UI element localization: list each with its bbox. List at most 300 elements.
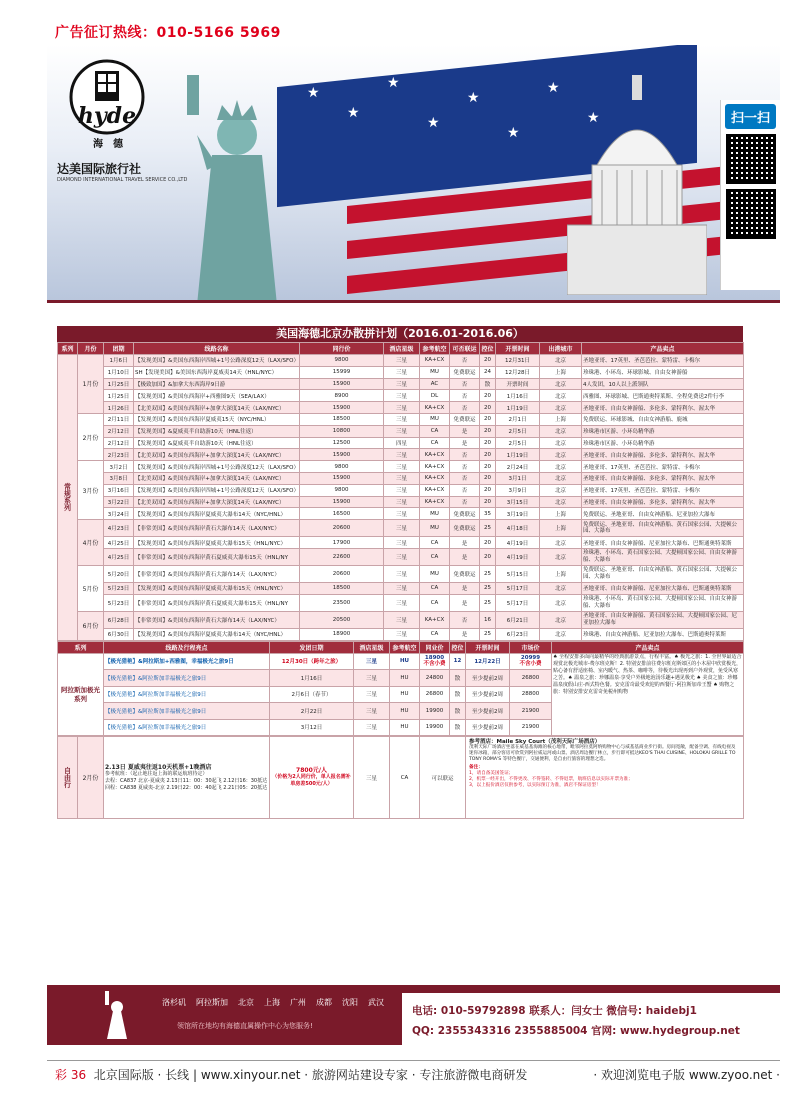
month-cell: 3月份 — [78, 461, 104, 520]
table-row[interactable] — [58, 520, 744, 537]
svg-text:海: 海 — [93, 139, 103, 150]
contact-qq-web[interactable]: QQ: 2355343316 2355885004 官网: www.hydegroup.net — [412, 1025, 740, 1037]
table-row[interactable] — [58, 508, 744, 520]
table-row[interactable] — [58, 461, 744, 473]
month-cell: 4月份 — [78, 520, 104, 566]
date-cell: 1月16日 — [270, 670, 354, 687]
hotel-cell: 三星 — [384, 449, 420, 461]
seats-cell: 20 — [480, 413, 496, 425]
capitol-icon — [567, 75, 707, 295]
combine-cell: 是 — [450, 548, 480, 565]
column-header: 酒店星级 — [384, 343, 420, 355]
price-cell: 15900 — [300, 378, 384, 390]
footer-slogan: 领馆所在地均有海德直属操作中心为您服务! — [177, 1022, 313, 1030]
route-name[interactable]: 【发现美国】&美国东西海岸夏威夷15天（NYC/HNL） — [134, 413, 300, 425]
ticket-date-cell: 4月19日 — [496, 548, 540, 565]
date-cell: 3月22日 — [104, 496, 134, 508]
free-route[interactable]: 2.13日 夏威夷往返10天机票+1晚酒店 参考航班：（起止地往返上海的联运航班待定） 去程：CA837 北京-夏威夷 2.13日11：00：30起飞 2.12日16：30抵达 回程：CA838 夏威夷-北京 2.19日22：00：40起飞 2.21日05：20抵达 — [104, 737, 270, 819]
combine-cell: 否 — [450, 449, 480, 461]
date-cell: 2月6日（春节） — [270, 686, 354, 703]
column-header: 月份 — [78, 343, 104, 355]
date-cell: 2月22日 — [270, 703, 354, 720]
column-header: 线路名称 — [134, 343, 300, 355]
table-row[interactable] — [58, 565, 744, 582]
table-row[interactable] — [58, 402, 744, 414]
combine-cell: 否 — [450, 378, 480, 390]
ticket-date-cell: 至少提前2周 — [466, 719, 510, 736]
combine-cell: 是 — [450, 425, 480, 437]
departure-city-cell: 北京 — [540, 355, 582, 367]
city-item: 阿拉斯加 — [196, 998, 228, 1007]
airline-cell: HU — [390, 686, 420, 703]
table-row[interactable] — [58, 537, 744, 549]
combine-cell: 免费联运 — [450, 413, 480, 425]
market-price-cell: 20999 不含小费 — [510, 653, 552, 670]
market-price-cell: 21900 — [510, 719, 552, 736]
airline-cell: KA+CX — [420, 611, 450, 628]
table-row[interactable] — [58, 653, 744, 670]
price-cell: 9800 — [300, 461, 384, 473]
route-name[interactable]: 【发现美国】&美国东西海岸+西雅图9天（SEA/LAX） — [134, 390, 300, 402]
combine-cell: 免费联运 — [450, 565, 480, 582]
ticket-date-cell: 3月9日 — [496, 484, 540, 496]
series-label: 阿拉斯加极光系列 — [58, 653, 104, 736]
ticket-date-cell: 5月15日 — [496, 565, 540, 582]
hotel-cell: 三星 — [384, 508, 420, 520]
hyde-logo — [67, 57, 147, 157]
column-header: 参考航空 — [420, 343, 450, 355]
date-cell: 2月12日 — [104, 437, 134, 449]
date-cell: 1月6日 — [104, 355, 134, 367]
table-row[interactable] — [58, 413, 744, 425]
combine-cell: 免费联运 — [450, 508, 480, 520]
departure-city-cell: 北京 — [540, 484, 582, 496]
qr-code-icon[interactable] — [726, 134, 776, 184]
price-cell: 15900 — [300, 449, 384, 461]
seats-cell: 25 — [480, 594, 496, 611]
airline-cell: MU — [420, 366, 450, 378]
departure-city-cell: 北京 — [540, 594, 582, 611]
hotel-cell: 三星 — [384, 378, 420, 390]
price-cell: 18500 — [300, 413, 384, 425]
ticket-date-cell: 至少提前2周 — [466, 703, 510, 720]
airline-cell: KA+CX — [420, 472, 450, 484]
column-header: 出港城市 — [540, 343, 582, 355]
selling-points: 圣地亚哥、自由女神游船、黄石国家公园、大提顿国家公园、尼亚加拉大瀑布 — [582, 611, 744, 628]
selling-points: 珍珠港、小环岛、环球影城、自由女神游船 — [582, 366, 744, 378]
selling-points: 免费联运、环球影城、自由女神游船、鹿城 — [582, 413, 744, 425]
month-cell: 2月份 — [78, 737, 104, 819]
date-cell: 5月20日 — [104, 565, 134, 582]
departure-city-cell: 上海 — [540, 508, 582, 520]
ticket-date-cell: 6月23日 — [496, 628, 540, 640]
route-name[interactable]: 【发现美国】&美国东西海岸四城+1号公路深度12天（LAX/SFO） — [134, 484, 300, 496]
table-row[interactable] — [58, 594, 744, 611]
ticket-date-cell: 3月15日 — [496, 496, 540, 508]
contact-box — [402, 993, 780, 1045]
table-row[interactable] — [58, 449, 744, 461]
ticket-date-cell: 3月19日 — [496, 508, 540, 520]
column-header: 参考航空 — [390, 641, 420, 653]
seats-cell: 20 — [480, 484, 496, 496]
seats-cell: 25 — [480, 628, 496, 640]
city-item: 武汉 — [368, 998, 384, 1007]
market-price-cell: 21900 — [510, 703, 552, 720]
route-name[interactable]: 【发现美国】&美国东西海岸夏威夷大瀑布14天（NYC/HNL） — [134, 508, 300, 520]
ticket-date-cell: 4月19日 — [496, 537, 540, 549]
hotel-cell: 三星 — [384, 611, 420, 628]
table-row[interactable] — [58, 582, 744, 594]
market-price-cell: 28800 — [510, 686, 552, 703]
route-name[interactable]: 【非常美国】&美国东西海岸黄石大瀑布14天（LAX/NYC） — [134, 611, 300, 628]
price-cell: 19900 — [420, 703, 450, 720]
seats-cell: 散 — [480, 378, 496, 390]
date-cell: 1月26日 — [104, 402, 134, 414]
date-cell: 4月25日 — [104, 548, 134, 565]
selling-points: 圣地亚哥、17英里、圣芭芭拉、蒙特雷、卡梅尔 — [582, 461, 744, 473]
route-name[interactable]: 【发现美国】&美国东西海岸夏威夷大瀑布15天（HNL/NYC） — [134, 582, 300, 594]
combine-cell: 否 — [450, 472, 480, 484]
airline-cell: CA — [390, 737, 420, 819]
seats-cell: 20 — [480, 537, 496, 549]
date-cell: 2月11日 — [104, 413, 134, 425]
seats-cell: 16 — [480, 611, 496, 628]
city-item: 北京 — [238, 998, 254, 1007]
hotel-cell: 三星 — [384, 484, 420, 496]
route-name[interactable]: SH【发现美国】&美国东西海岸夏威夷14天（HNL/NYC） — [134, 366, 300, 378]
column-header: 酒店星级 — [354, 641, 390, 653]
ticket-date-cell: 12月22日 — [466, 653, 510, 670]
departure-city-cell: 北京 — [540, 461, 582, 473]
airline-cell: KA+CX — [420, 355, 450, 367]
price-cell: 26800 — [420, 686, 450, 703]
date-cell: 12月30日（跨年之旅） — [270, 653, 354, 670]
date-cell: 3月16日 — [104, 484, 134, 496]
combine-cell: 否 — [450, 461, 480, 473]
ad-hotline: 广告征订热线：010-5166 5969 — [55, 25, 281, 41]
seats-cell: 20 — [480, 496, 496, 508]
departure-city-cell: 北京 — [540, 437, 582, 449]
selling-points: 免费联运、圣地亚哥、自由女神游船、黄石国家公园、大提顿公园、大瀑布 — [582, 520, 744, 537]
departure-city-cell: 上海 — [540, 565, 582, 582]
statue-of-liberty-icon — [87, 991, 147, 1039]
seats-cell: 20 — [480, 355, 496, 367]
route-name[interactable]: 【北美双国】&美国东西海岸+加拿大深度14天（LAX/NYC） — [134, 496, 300, 508]
ticket-date-cell: 6月21日 — [496, 611, 540, 628]
selling-points: 珍珠港市区游、小环岛精华游 — [582, 425, 744, 437]
column-header: 产品卖点 — [552, 641, 744, 653]
table-row[interactable] — [58, 390, 744, 402]
selling-points: 免费联运、圣地亚哥、自由女神游船、尼亚加拉大瀑布 — [582, 508, 744, 520]
combine-cell: 否 — [450, 611, 480, 628]
selling-points: 珍珠港、自由女神游船、尼亚加拉大瀑布、巴斯通奥特莱斯 — [582, 628, 744, 640]
column-header: 发团日期 — [270, 641, 354, 653]
combine-cell: 免费联运 — [450, 366, 480, 378]
series-label: 自由行 — [58, 737, 78, 819]
selling-points: 圣地亚哥、自由女神游船、多伦多、蒙特利尔、渥太华 — [582, 402, 744, 414]
selling-points: 圣地亚哥、17英里、圣芭芭拉、蒙特雷、卡梅尔 — [582, 484, 744, 496]
departure-city-cell: 上海 — [540, 366, 582, 378]
selling-points: 圣地亚哥、自由女神游船、尼亚加拉大瀑布、巴斯通奥特莱斯 — [582, 537, 744, 549]
route-name[interactable]: 【极光猎艳】&阿拉斯加+西雅图，幸福极光之旅9日 — [104, 653, 270, 670]
route-name[interactable]: 【非常美国】&美国东西海岸黄石大瀑布14天（LAX/NYC） — [134, 520, 300, 537]
price-cell: 18500 — [300, 582, 384, 594]
route-name[interactable]: 【发现美国】&美国东西海岸四城+1号公路深度12天（LAX/SFO） — [134, 355, 300, 367]
column-header: 线路及行程亮点 — [104, 641, 270, 653]
column-header: 开票时间 — [466, 641, 510, 653]
departure-city-cell: 北京 — [540, 582, 582, 594]
free-description: 参考酒店：Maile Sky Court（茂利天际广场酒店） 茂利天际广场酒店坐落在威基基海滩的核心地带，毗邻阿拉莫阿纳购物中心与威基基商业步行街。房间宽敞，配备空调、有线电视及迷你冰箱，部分客房可欣赏到阿拉威运河或山景。酒店周边餐厅林立，步行即可抵达KEO'S THAI CUISINE、HOLOKAI GRILLE TO TONY ROMA'S 等特色餐厅，交通便利，是自由行旅客的理想之选。 备注： 1，请自备美国签证； 2，机票一经开出，不得更改、不得签转、不得退票，航班信息以实际开票为准； 3，以上报价酒店仅供参考，以实际预订为准，酒店不保证房型！ — [466, 737, 744, 819]
column-header: 市场价 — [510, 641, 552, 653]
hotel-cell: 三星 — [384, 582, 420, 594]
route-name[interactable]: 【非常美国】&美国东西海岸黄石大瀑布14天（LAX/NYC） — [134, 565, 300, 582]
seats-cell: 24 — [480, 366, 496, 378]
route-name[interactable]: 【极光猎艳】&阿拉斯加幸福极光之旅9日 — [104, 703, 270, 720]
hotel-cell: 三星 — [384, 565, 420, 582]
route-name[interactable]: 【非常美国】&美国东西海岸黄石夏威夷大瀑布15天（HNL/NY — [134, 548, 300, 565]
combine-cell: 是 — [450, 628, 480, 640]
ticket-date-cell: 3月1日 — [496, 472, 540, 484]
hotel-cell: 三星 — [384, 355, 420, 367]
hotel-cell: 三星 — [384, 594, 420, 611]
hotel-cell: 三星 — [354, 737, 390, 819]
route-name[interactable]: 【极光猎艳】&阿拉斯加幸福极光之旅9日 — [104, 719, 270, 736]
seats-cell: 25 — [480, 520, 496, 537]
seats-cell: 20 — [480, 437, 496, 449]
departure-city-cell: 上海 — [540, 520, 582, 537]
departure-city-cell: 北京 — [540, 628, 582, 640]
departure-city-cell: 北京 — [540, 425, 582, 437]
seats-cell: 20 — [480, 449, 496, 461]
hotel-cell: 三星 — [354, 686, 390, 703]
selling-points: 珍珠港市区游、小环岛精华游 — [582, 437, 744, 449]
city-item: 广州 — [290, 998, 306, 1007]
combine-cell: 否 — [450, 484, 480, 496]
column-header: 控位 — [450, 641, 466, 653]
airline-cell: CA — [420, 582, 450, 594]
date-cell: 5月23日 — [104, 594, 134, 611]
seats-cell: 25 — [480, 582, 496, 594]
month-cell: 1月份 — [78, 355, 104, 414]
route-name[interactable]: 【发现美国】&美国东西海岸夏威夷大瀑布14天（NYC/HNL） — [134, 628, 300, 640]
seats-cell: 散 — [450, 670, 466, 687]
date-cell: 1月25日 — [104, 390, 134, 402]
date-cell: 3月8日 — [104, 472, 134, 484]
departure-city-cell: 北京 — [540, 496, 582, 508]
airline-cell: KA+CX — [420, 484, 450, 496]
qr-panel — [720, 100, 780, 290]
selling-points: 圣地亚哥、自由女神游船、多伦多、蒙特利尔、渥太华 — [582, 496, 744, 508]
column-header: 同业价 — [420, 641, 450, 653]
ebook-link[interactable]: · 欢迎浏览电子版 www.zyoo.net · — [593, 1068, 780, 1082]
route-name[interactable]: 【极致加国】&加拿大东西海岸9日游 — [134, 378, 300, 390]
price-cell: 20500 — [300, 611, 384, 628]
table-row[interactable] — [58, 355, 744, 367]
departure-city-cell: 北京 — [540, 402, 582, 414]
qr-code-icon[interactable] — [726, 189, 776, 239]
airline-cell: CA — [420, 628, 450, 640]
price-cell: 8900 — [300, 390, 384, 402]
price-cell: 9800 — [300, 484, 384, 496]
departure-city-cell: 北京 — [540, 537, 582, 549]
date-cell: 2月12日 — [104, 425, 134, 437]
airline-cell: CA — [420, 437, 450, 449]
city-item: 沈阳 — [342, 998, 358, 1007]
table-row[interactable] — [58, 437, 744, 449]
seats-cell: 20 — [480, 425, 496, 437]
series-label: 常规系列 — [58, 355, 78, 641]
city-item: 成都 — [316, 998, 332, 1007]
departure-city-cell: 北京 — [540, 449, 582, 461]
seats-cell: 25 — [480, 565, 496, 582]
route-name[interactable]: 【北美双国】&美国东西海岸+加拿大深度14天（LAX/NYC） — [134, 472, 300, 484]
table-row[interactable] — [58, 611, 744, 628]
price-cell: 18900 不含小费 — [420, 653, 450, 670]
combine-cell: 否 — [450, 402, 480, 414]
ticket-date-cell: 至少提前2周 — [466, 686, 510, 703]
hotel-cell: 三星 — [384, 472, 420, 484]
price-cell: 15900 — [300, 472, 384, 484]
price-cell: 20600 — [300, 565, 384, 582]
statue-of-liberty-icon — [177, 75, 297, 300]
table-row[interactable] — [58, 628, 744, 640]
ticket-date-cell: 1月19日 — [496, 402, 540, 414]
market-price-cell: 26800 — [510, 670, 552, 687]
svg-text:德: 德 — [113, 139, 123, 150]
date-cell: 6月30日 — [104, 628, 134, 640]
hotel-cell: 三星 — [384, 628, 420, 640]
price-cell: 19900 — [420, 719, 450, 736]
route-name[interactable]: 【发现美国】&美国东西海岸夏威夷大瀑布15天（HNL/NYC） — [134, 537, 300, 549]
selling-points: 4人发团，10人以上派领队 — [582, 378, 744, 390]
city-item: 上海 — [264, 998, 280, 1007]
combine-cell: 可以联运 — [420, 737, 466, 819]
table-row[interactable] — [58, 548, 744, 565]
table-title: 美国海德北京办散拼计划（2016.01-2016.06） — [57, 326, 743, 342]
table-row[interactable] — [58, 366, 744, 378]
svg-text:hyde: hyde — [77, 103, 137, 129]
airline-cell: HU — [390, 719, 420, 736]
divider — [47, 300, 780, 318]
departure-city-cell: 北京 — [540, 390, 582, 402]
hotel-cell: 三星 — [354, 719, 390, 736]
seats-cell: 20 — [480, 390, 496, 402]
price-cell: 17900 — [300, 537, 384, 549]
ticket-date-cell: 1月16日 — [496, 390, 540, 402]
price-cell: 20600 — [300, 520, 384, 537]
combine-cell: 是 — [450, 582, 480, 594]
airline-cell: KA+CX — [420, 449, 450, 461]
column-header: 团期 — [104, 343, 134, 355]
route-name[interactable]: 【极光猎艳】&阿拉斯加幸福极光之旅9日 — [104, 686, 270, 703]
ticket-date-cell: 5月17日 — [496, 582, 540, 594]
route-name[interactable]: 【极光猎艳】&阿拉斯加幸福极光之旅9日 — [104, 670, 270, 687]
ticket-date-cell: 2月5日 — [496, 437, 540, 449]
seats-cell: 散 — [450, 719, 466, 736]
route-name[interactable]: 【发现美国】&美国东西海岸四城+1号公路深度12天（LAX/SFO） — [134, 461, 300, 473]
hotel-cell: 三星 — [384, 537, 420, 549]
departure-city-cell: 北京 — [540, 472, 582, 484]
tour-table — [57, 326, 743, 819]
table-row[interactable] — [58, 496, 744, 508]
ticket-date-cell: 4月18日 — [496, 520, 540, 537]
airline-cell: AC — [420, 378, 450, 390]
hotel-cell: 三星 — [384, 390, 420, 402]
ticket-date-cell: 12月31日 — [496, 355, 540, 367]
hotel-cell: 三星 — [384, 425, 420, 437]
hotel-cell: 三星 — [384, 548, 420, 565]
column-header: 系列 — [58, 641, 104, 653]
date-cell: 5月23日 — [104, 582, 134, 594]
seats-cell: 20 — [480, 548, 496, 565]
seats-cell: 散 — [450, 686, 466, 703]
route-name[interactable]: 【发现美国】&夏威夷半自助游10天（HNL往返） — [134, 437, 300, 449]
route-name[interactable]: 【北美双国】&美国东西海岸+加拿大深度14天（LAX/NYC） — [134, 449, 300, 461]
seats-cell: 20 — [480, 402, 496, 414]
hotel-cell: 三星 — [354, 670, 390, 687]
selling-points: 珍珠港、小环岛、黄石国家公园、大提顿国家公园、自由女神游船、大瀑布 — [582, 594, 744, 611]
page-footer: 彩 36 北京国际版 · 长线 | www.xinyour.net · 旅游网站建设专家 · 专注旅游微电商研发 — [55, 1068, 528, 1082]
date-cell: 1月25日 — [104, 378, 134, 390]
route-name[interactable]: 【非常美国】&美国东西海岸黄石夏威夷大瀑布15天（HNL/NY — [134, 594, 300, 611]
combine-cell: 是 — [450, 437, 480, 449]
ticket-date-cell: 12月28日 — [496, 366, 540, 378]
seats-cell: 20 — [480, 461, 496, 473]
airline-cell: MU — [420, 413, 450, 425]
table-row[interactable] — [58, 425, 744, 437]
hotel-cell: 三星 — [384, 496, 420, 508]
table-row[interactable] — [58, 484, 744, 496]
departure-city-cell: 北京 — [540, 378, 582, 390]
ticket-date-cell: 1月19日 — [496, 449, 540, 461]
combine-cell: 是 — [450, 594, 480, 611]
city-item: 洛杉矶 — [162, 998, 186, 1007]
brand-name-en: DIAMOND INTERNATIONAL TRAVEL SERVICE CO.,LTD — [57, 177, 188, 183]
brand-name: 达美国际旅行社 — [57, 162, 142, 176]
hotel-cell: 三星 — [384, 366, 420, 378]
date-cell: 2月23日 — [104, 449, 134, 461]
table-row[interactable] — [58, 378, 744, 390]
selling-points: 西雅图、环球影城、巴斯通奥特莱斯、全程免费送2件行李 — [582, 390, 744, 402]
footer-banner — [47, 985, 780, 1045]
airline-cell: CA — [420, 537, 450, 549]
ticket-date-cell: 2月1日 — [496, 413, 540, 425]
price-cell: 22600 — [300, 548, 384, 565]
date-cell: 3月24日 — [104, 508, 134, 520]
scan-label: 扫一扫 — [725, 104, 776, 129]
combine-cell: 是 — [450, 537, 480, 549]
hotel-cell: 三星 — [354, 653, 390, 670]
table-row[interactable] — [58, 472, 744, 484]
ticket-date-cell: 2月24日 — [496, 461, 540, 473]
date-cell: 4月23日 — [104, 520, 134, 537]
route-name[interactable]: 【北美双国】&美国东西海岸+加拿大深度14天（LAX/NYC） — [134, 402, 300, 414]
airline-cell: KA+CX — [420, 496, 450, 508]
airline-cell: CA — [420, 594, 450, 611]
contact-phone[interactable]: 电话: 010-59792898 联系人：闫女士 微信号: haidebj1 — [412, 1005, 697, 1017]
departure-city-cell: 北京 — [540, 548, 582, 565]
price-cell: 15900 — [300, 402, 384, 414]
selling-points: 圣地亚哥、自由女神游船、多伦多、蒙特利尔、渥太华 — [582, 472, 744, 484]
selling-points: 圣地亚哥、17英里、圣芭芭拉、蒙特雷、卡梅尔 — [582, 355, 744, 367]
date-cell: 4月25日 — [104, 537, 134, 549]
airline-cell: MU — [420, 508, 450, 520]
price-cell: 24800 — [420, 670, 450, 687]
selling-points: 圣地亚哥、自由女神游船、尼亚加拉大瀑布、巴斯通奥特莱斯 — [582, 582, 744, 594]
seats-cell: 12 — [450, 653, 466, 670]
route-name[interactable]: 【发现美国】&夏威夷半自助游10天（HNL往返） — [134, 425, 300, 437]
departure-city-cell: 北京 — [540, 611, 582, 628]
